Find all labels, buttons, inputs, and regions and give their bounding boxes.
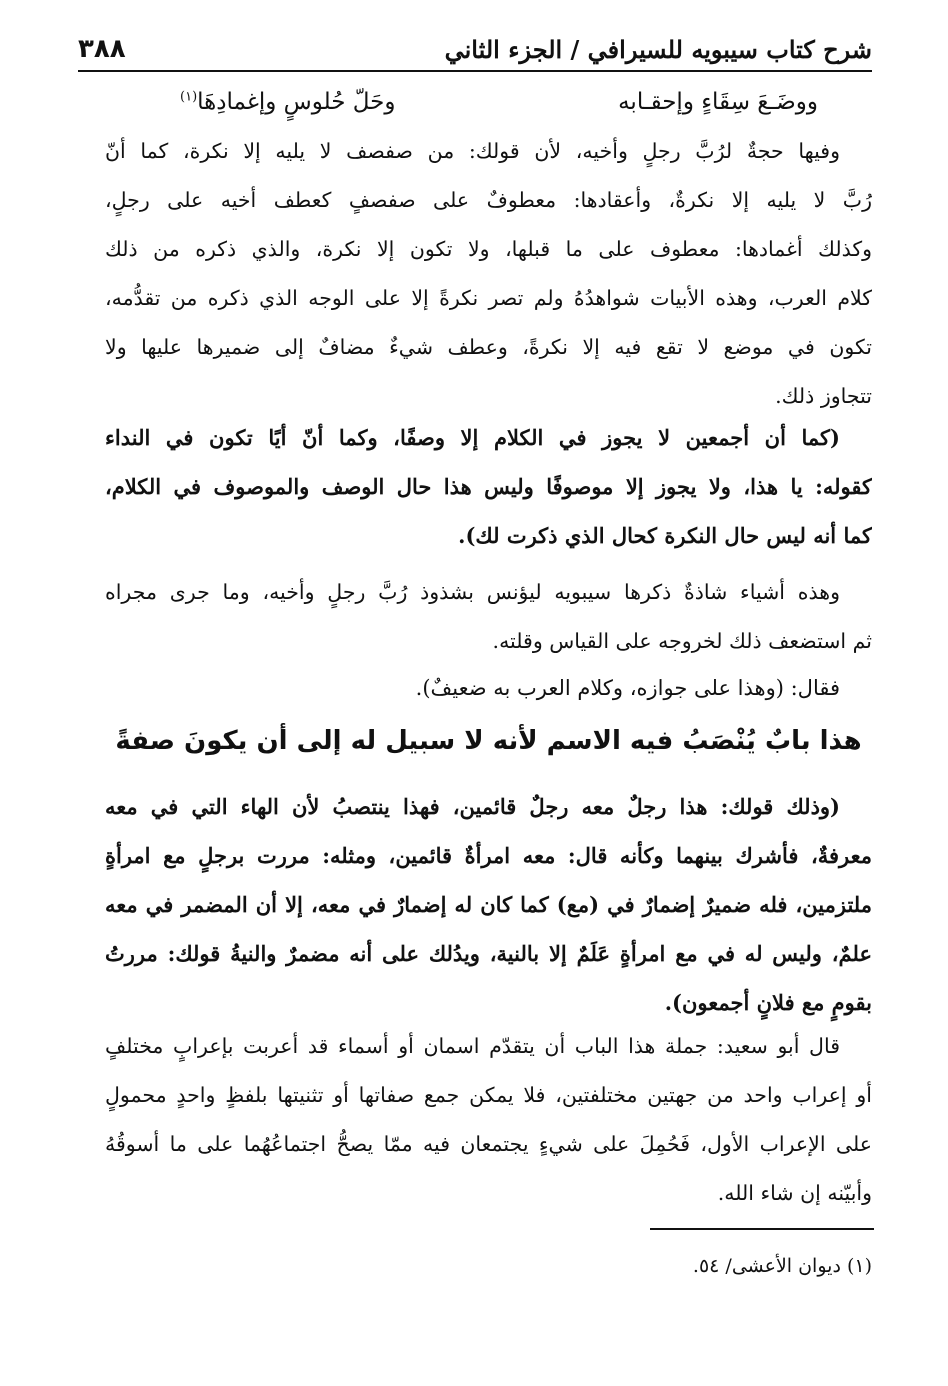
paragraph-1: [105, 127, 872, 421]
verse-first-hemistich: ووضَـعَ سِقَاءٍ وإحقـابه: [618, 89, 818, 115]
book-title: شرح كتاب سيبويه للسيرافي / الجزء الثاني: [444, 35, 872, 64]
paragraph-4: [105, 664, 872, 713]
verse-second-hemistich: [180, 89, 396, 115]
text-line: رُبَّ لا يليه إلا نكرةٌ، وأعقادها: معطوفٌ على صفصفٍ كعطف أخيه على رجلٍ،: [105, 188, 872, 212]
text-line: وهذه أشياء شاذةٌ ذكرها سيبويه ليؤنس بشذوذ رُبَّ رجلٍ وأخيه، وما جرى مجراه: [105, 580, 840, 604]
footnote-marker: (١): [180, 89, 198, 105]
text-line: [105, 664, 872, 713]
text-line-content: فقال: (وهذا على جوازه، وكلام العرب به ضعيفٌ).: [415, 676, 840, 700]
chapter-heading: هذا بابٌ يُنْصَبُ فيه الاسم لأنه لا سبيل له إلى أن يكونَ صفةً: [115, 726, 862, 756]
text-line: كما أنه ليس حال النكرة كحال الذي ذكرت لك).: [458, 523, 872, 548]
paragraph-3: [105, 568, 872, 666]
running-header: [78, 18, 872, 72]
text-line: على الإعراب الأول، فَحُمِلَ على شيءٍ يجتمعان فيه ممّا يصحُّ اجتماعُهُما على ما أسوقُهُ: [105, 1132, 872, 1156]
text-line: ملتزمين، فله ضميرٌ إضمارٌ في (مع) كما كان له إضمارٌ في معه، إلا أن المضمر في معه: [105, 892, 872, 917]
text-line: تتجاوز ذلك.: [775, 384, 872, 408]
verse-second-hemistich-text: وحَلّ حُلوسٍ وإغمادِهَا: [197, 89, 396, 115]
text-line: قال أبو سعيد: جملة هذا الباب أن يتقدّم اسمان أو أسماء قد أعربت بإعرابٍ مختلفٍ: [105, 1034, 840, 1058]
text-line: (كما أن أجمعين لا يجوز في الكلام إلا وصفًا، وكما أنّ أيًا تكون في النداء: [105, 425, 840, 450]
text-line: وكذلك أغمادها: معطوف على ما قبلها، ولا تكون إلا نكرة، والذي ذكره من ذلك: [105, 237, 872, 261]
footnote-divider: [650, 1228, 874, 1230]
text-line: تكون في موضع لا تقع فيه إلا نكرةً، وعطف شيءٌ مضافٌ إلى ضميرها عليها ولا: [105, 335, 872, 359]
text-line: وفيها حجةٌ لرُبَّ رجلٍ وأخيه، لأن قولك: من صفصف لا يليه إلا نكرة، كما أنّ: [105, 139, 840, 163]
quoted-paragraph-2: [105, 413, 872, 560]
text-line: كلام العرب، وهذه الأبيات شواهدُهُ ولم تصر نكرةً إلا على الوجه الذي ذكره من تقدُّمه،: [105, 286, 872, 310]
footnote: (١) ديوان الأعشى/ ٥٤.: [692, 1255, 872, 1277]
poetry-verse: [180, 82, 818, 122]
text-line: علمٌ، وليس له في مع امرأةٍ عَلَمٌ إلا بالنية، ويدُلك على أنه مضمرٌ والنيةُ قولك: مررتُ: [105, 941, 872, 966]
quoted-paragraph-5: [105, 782, 872, 1027]
text-line: كقوله: يا هذا، ولا يجوز إلا موصوفًا وليس هذا حال الوصف والموصوف في الكلام،: [105, 474, 872, 499]
text-line: معرفةٌ، فأشرك بينهما وكأنه قال: معه امرأةٌ قائمين، ومثله: مررت برجلٍ مع امرأةٍ: [105, 843, 872, 868]
text-line: أو إعراب واحد من جهتين مختلفتين، فلا يمكن جمع صفاتها أو تثنيتها بلفظٍ واحدٍ محمولٍ: [105, 1083, 872, 1107]
paragraph-6: [105, 1022, 872, 1218]
page-number: ٣٨٨: [78, 34, 126, 64]
text-line: (وذلك قولك: هذا رجلٌ معه رجلٌ قائمين، فهذا ينتصبُ لأن الهاء التي في معه: [105, 794, 840, 819]
text-line: ثم استضعف ذلك لخروجه على القياس وقلته.: [492, 629, 872, 653]
text-line: بقومٍ مع فلانٍ أجمعون).: [664, 990, 872, 1015]
text-line: وأبيّنه إن شاء الله.: [717, 1181, 872, 1205]
